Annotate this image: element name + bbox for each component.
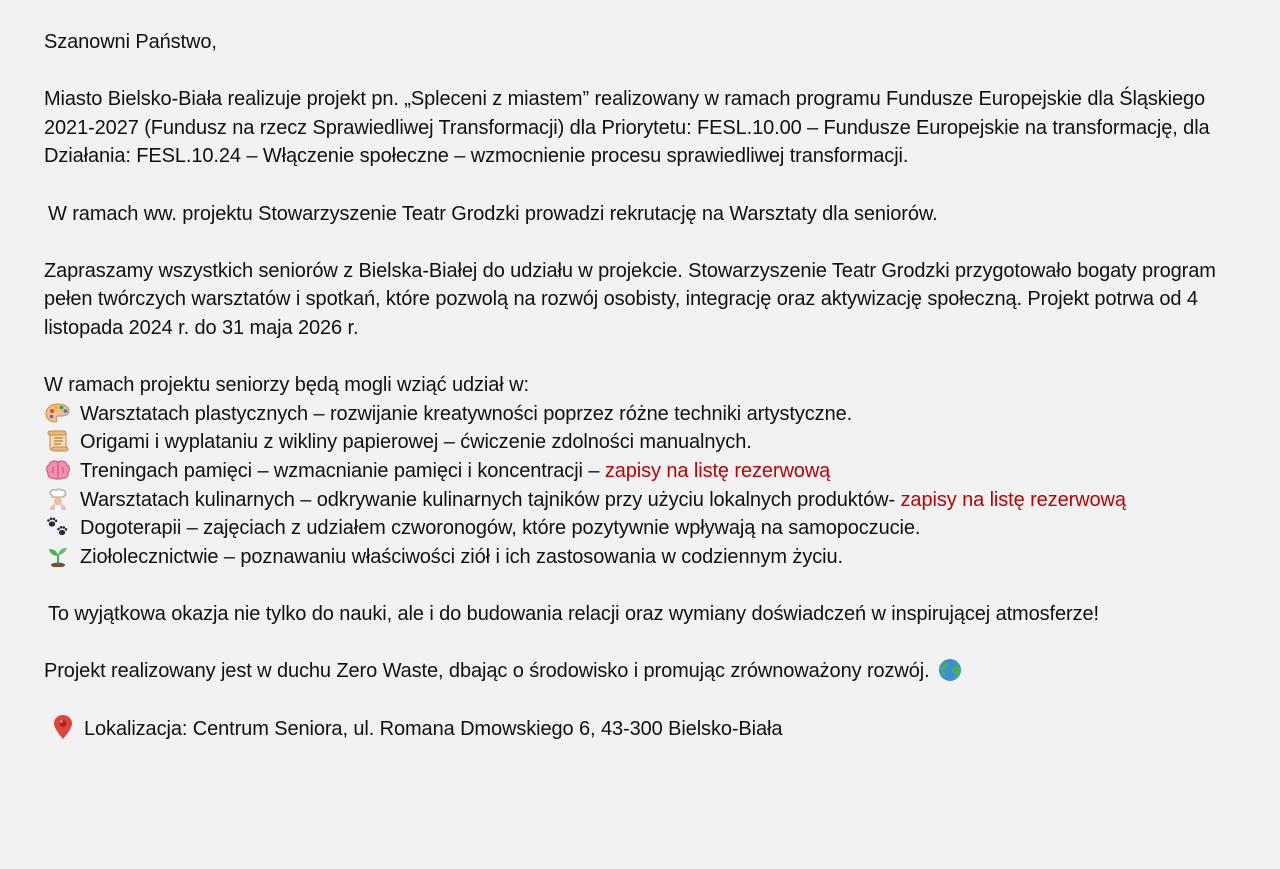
list-item [44, 486, 1249, 515]
greeting: Szanowni Państwo, [44, 31, 217, 53]
location-line [44, 714, 1249, 744]
cook-icon [44, 488, 72, 510]
scroll-icon [44, 430, 72, 452]
list-item [44, 400, 1249, 429]
paw-prints-icon [44, 516, 72, 538]
list-item [44, 514, 1249, 543]
location-text: Lokalizacja: Centrum Seniora, ul. Romana Dmowskiego 6, 43-300 Bielsko-Biała [84, 718, 783, 741]
recruitment-paragraph: W ramach ww. projektu Stowarzyszenie Teatr Grodzki prowadzi rekrutację na Warsztaty dla seniorów. [48, 202, 938, 225]
zero-waste-text: Projekt realizowany jest w duchu Zero Waste, dbając o środowisko i promując zrównoważony rozwój. [44, 660, 930, 683]
brain-icon [44, 459, 72, 481]
activity-text: Warsztatach kulinarnych – odkrywanie kulinarnych tajników przy użyciu lokalnych produktów- [80, 488, 901, 511]
activities-list [44, 400, 1249, 572]
reserve-list-note: zapisy na listę rezerwową [604, 459, 831, 482]
opportunity-paragraph: To wyjątkowa okazja nie tylko do nauki, ale i do budowania relacji oraz wymiany doświadczeń w inspirującej atmosferze! [48, 602, 1099, 625]
palette-icon [44, 402, 72, 424]
reserve-list-note: zapisy na listę rezerwową [900, 488, 1126, 511]
letter-body [44, 28, 1249, 744]
pin-icon [52, 714, 74, 740]
activity-text: Origami i wyplataniu z wikliny papierowej – ćwiczenie zdolności manualnych. [80, 431, 752, 454]
list-item [44, 543, 1249, 572]
activity-text: Warsztatach plastycznych – rozwijanie kreatywności poprzez różne techniki artystyczne. [80, 402, 853, 425]
activities-intro: W ramach projektu seniorzy będą mogli wziąć udział w: [44, 374, 529, 397]
activity-text: Treningach pamięci – wzmacnianie pamięci i koncentracji – [80, 459, 605, 482]
invitation-paragraph: Zapraszamy wszystkich seniorów z Bielska-Białej do udziału w projekcie. Stowarzyszenie Teatr Grodzki przygotowało bogaty program pełen twórczych warsztatów i spotkań, które pozwolą na rozwój osobisty, integrację oraz aktywizację społeczną. Projekt potrwa od 4 listopada 2024 r. do 31 maja 2026 r. [44, 259, 1216, 339]
intro-paragraph: Miasto Bielsko-Biała realizuje projekt pn. „Spleceni z miastem” realizowany w ramach programu Fundusze Europejskie dla Śląskiego 2021-2027 (Fundusz na rzecz Sprawiedliwej Transformacji) dla Priorytetu: FESL.10.00 – Fundusze Europejskie na transformację, dla Działania: FESL.10.24 – Włączenie społeczne – wzmocnienie procesu sprawiedliwej transformacji. [44, 88, 1210, 168]
activity-text: Ziołolecznictwie – poznawaniu właściwości ziół i ich zastosowania w codziennym życiu. [80, 545, 843, 568]
zero-waste-paragraph [44, 657, 1249, 686]
seedling-icon [44, 545, 72, 567]
globe-icon [938, 658, 962, 682]
activity-text: Dogoterapii – zajęciach z udziałem czworonogów, które pozytywnie wpływają na samopoczucie. [80, 517, 921, 540]
list-item [44, 457, 1249, 486]
list-item [44, 428, 1249, 457]
